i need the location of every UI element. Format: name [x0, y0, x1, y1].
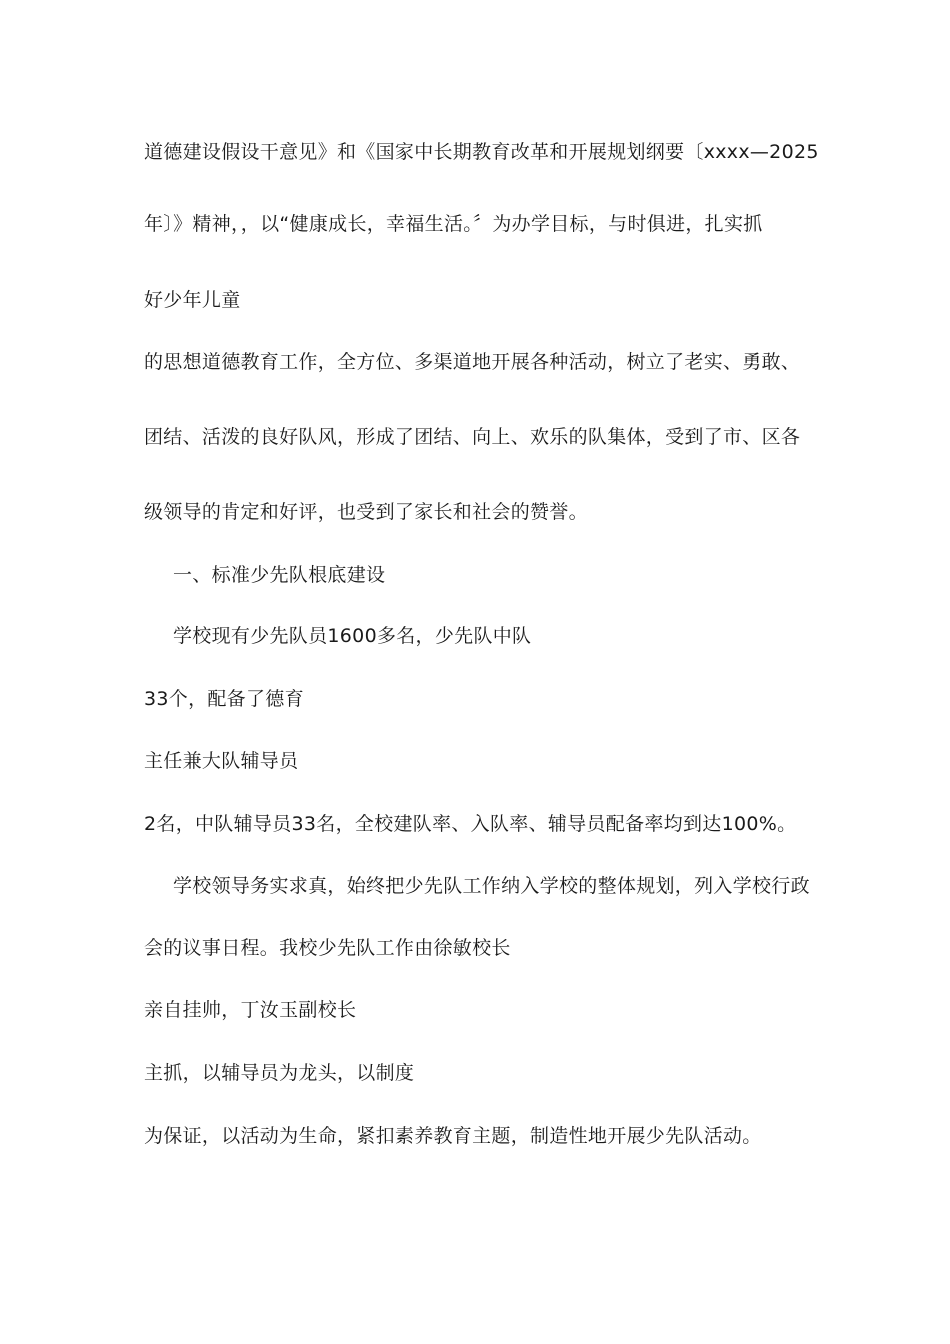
- section-heading: 一、标准少先队根底建设: [173, 564, 386, 586]
- paragraph-line: 学校领导务实求真，始终把少先队工作纳入学校的整体规划，列入学校行政: [173, 875, 810, 897]
- paragraph-line: 主抓，以辅导员为龙头，以制度: [144, 1062, 415, 1084]
- paragraph-line: 好少年儿童: [144, 289, 241, 311]
- paragraph-line: 33个，配备了德育: [144, 688, 304, 710]
- paragraph-line: 主任兼大队辅导员: [144, 750, 299, 772]
- paragraph-line: 为保证，以活动为生命，紧扣素养教育主题，制造性地开展少先队活动。: [144, 1125, 762, 1147]
- paragraph-line: 2名，中队辅导员33名，全校建队率、入队率、辅导员配备率均到达100%。: [144, 813, 797, 835]
- paragraph-line: 学校现有少先队员1600多名，少先队中队: [173, 625, 532, 647]
- paragraph-line: 团结、活泼的良好队风，形成了团结、向上、欢乐的队集体，受到了市、区各: [144, 426, 801, 448]
- paragraph-line: 道德建设假设干意见》和《国家中长期教育改革和开展规划纲要〔xxxx—2025: [144, 141, 819, 163]
- paragraph-line: 亲自挂帅，丁汝玉副校长: [144, 999, 357, 1021]
- paragraph-line: 会的议事日程。我校少先队工作由徐敏校长: [144, 937, 511, 959]
- paragraph-line: 级领导的肯定和好评，也受到了家长和社会的赞誉。: [144, 501, 588, 523]
- paragraph-line: 的思想道德教育工作，全方位、多渠道地开展各种活动，树立了老实、勇敢、: [144, 351, 801, 373]
- paragraph-line: 年〕》精神，，以“健康成长，幸福生活。〞为办学目标，与时俱进，扎实抓: [144, 213, 763, 235]
